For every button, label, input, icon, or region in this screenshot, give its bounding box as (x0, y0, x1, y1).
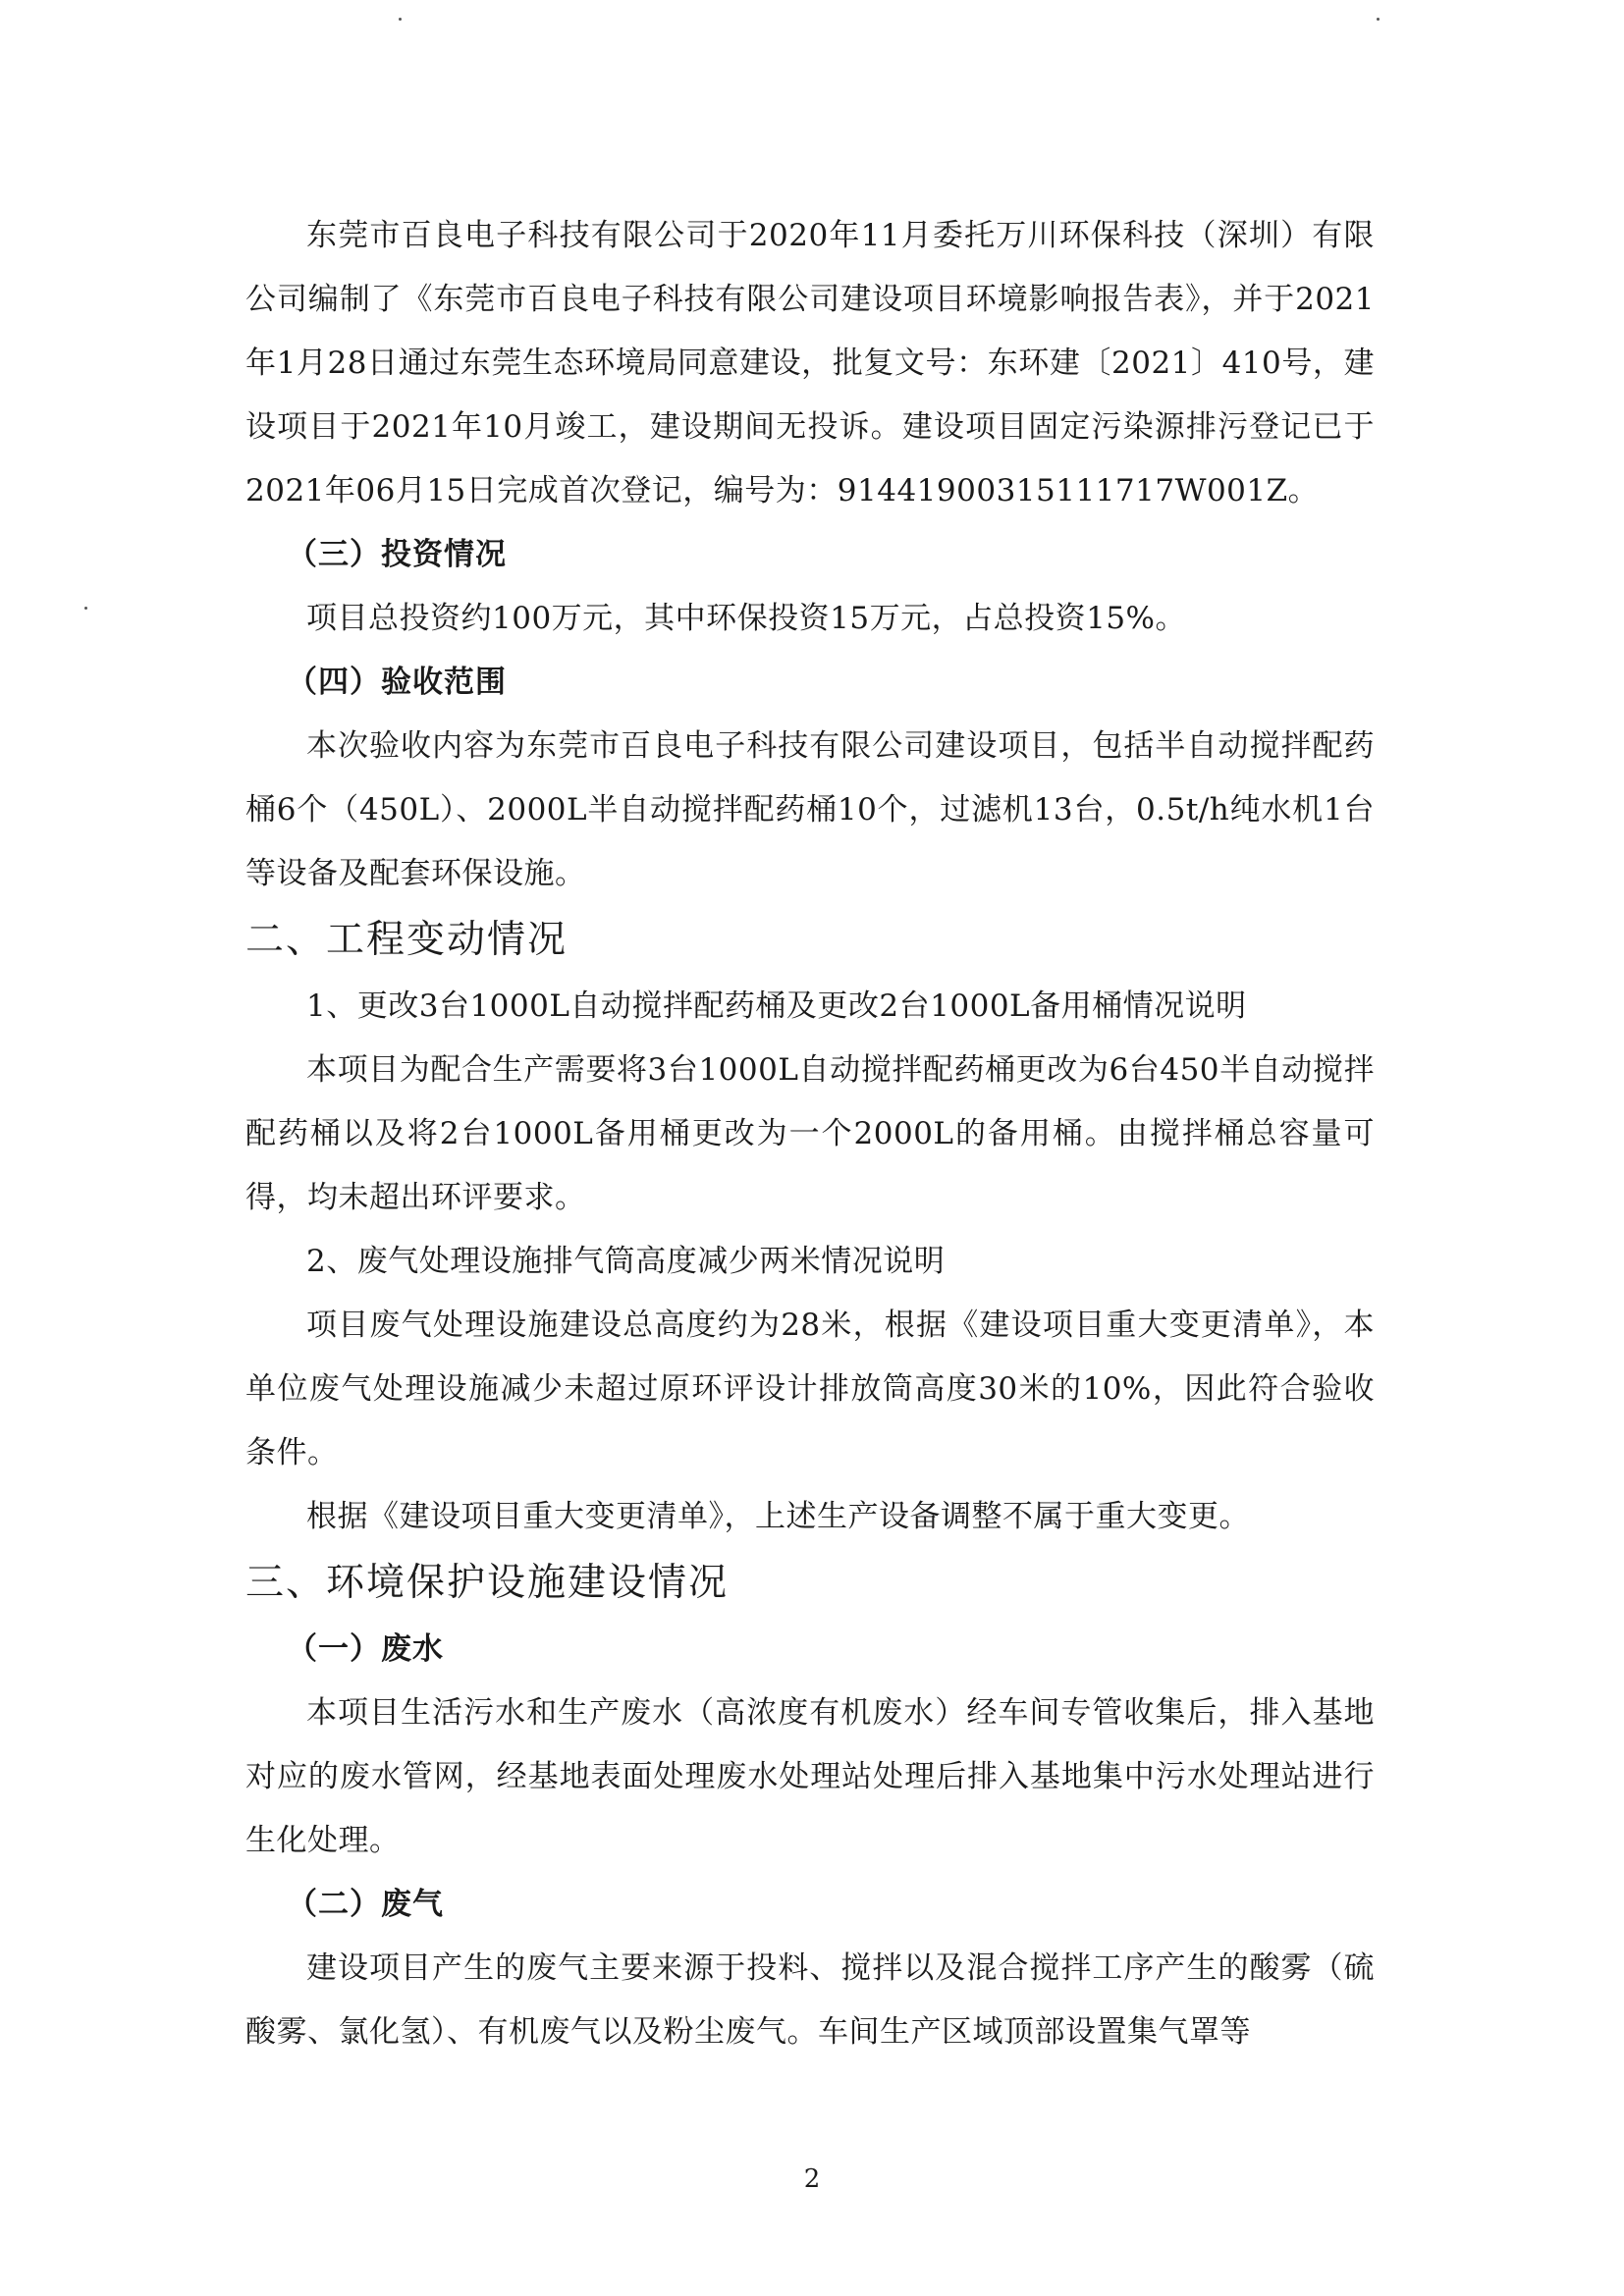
paragraph-change-2: 项目废气处理设施建设总高度约为28米，根据《建设项目重大变更清单》，本单位废气处理设施减少未超过原环评设计排放筒高度30米的10%，因此符合验收条件。 (245, 1308, 1375, 1470)
document-body (245, 204, 1375, 2064)
paragraph-project-background: 东莞市百良电子科技有限公司于2020年11月委托万川环保科技（深圳）有限公司编制了《东莞市百良电子科技有限公司建设项目环境影响报告表》，并于2021年1月28日通过东莞生态环境局同意建设，批复文号：东环建〔2021〕410号，建设项目于2021年10月竣工，建设期间无投诉。建设项目固定污染源排污登记已于2021年06月15日完成首次登记，编号为：91441900315111717W001Z。 (245, 218, 1375, 508)
scan-speck (1377, 18, 1380, 21)
paragraph-wastewater: 本项目生活污水和生产废水（高浓度有机废水）经车间专管收集后，排入基地对应的废水管网，经基地表面处理废水处理站处理后排入基地集中污水处理站进行生化处理。 (245, 1695, 1375, 1858)
section-heading-env-protection: 三、环境保护设施建设情况 (245, 1561, 730, 1605)
paragraph-change-1: 本项目为配合生产需要将3台1000L自动搅拌配药桶更改为6台450半自动搅拌配药桶以及将2台1000L备用桶更改为一个2000L的备用桶。由搅拌桶总容量可得，均未超出环评要求。 (245, 1052, 1375, 1215)
subheading-investment: （三）投资情况 (287, 537, 507, 572)
scan-speck (399, 18, 402, 21)
subheading-waste-gas: （二）废气 (287, 1887, 444, 1922)
paragraph-acceptance-scope: 本次验收内容为东莞市百良电子科技有限公司建设项目，包括半自动搅拌配药桶6个（450L）、2000L半自动搅拌配药桶10个，过滤机13台，0.5t/h纯水机1台等设备及配套环保设施。 (245, 728, 1375, 891)
subheading-acceptance-scope: （四）验收范围 (287, 665, 507, 700)
page-number: 2 (803, 2164, 821, 2194)
paragraph-change-conclusion: 根据《建设项目重大变更清单》，上述生产设备调整不属于重大变更。 (306, 1499, 1250, 1534)
paragraph-waste-gas: 建设项目产生的废气主要来源于投料、搅拌以及混合搅拌工序产生的酸雾（硫酸雾、氯化氢）、有机废气以及粉尘废气。车间生产区域顶部设置集气罩等 (245, 1950, 1375, 2050)
paragraph-investment: 项目总投资约100万元，其中环保投资15万元，占总投资15%。 (306, 601, 1187, 636)
item-change-2: 2、废气处理设施排气筒高度减少两米情况说明 (306, 1244, 946, 1279)
subheading-wastewater: （一）废水 (287, 1631, 444, 1667)
item-change-1: 1、更改3台1000L自动搅拌配药桶及更改2台1000L备用桶情况说明 (306, 988, 1247, 1024)
section-heading-engineering-changes: 二、工程变动情况 (245, 918, 568, 962)
scan-speck (84, 607, 87, 610)
